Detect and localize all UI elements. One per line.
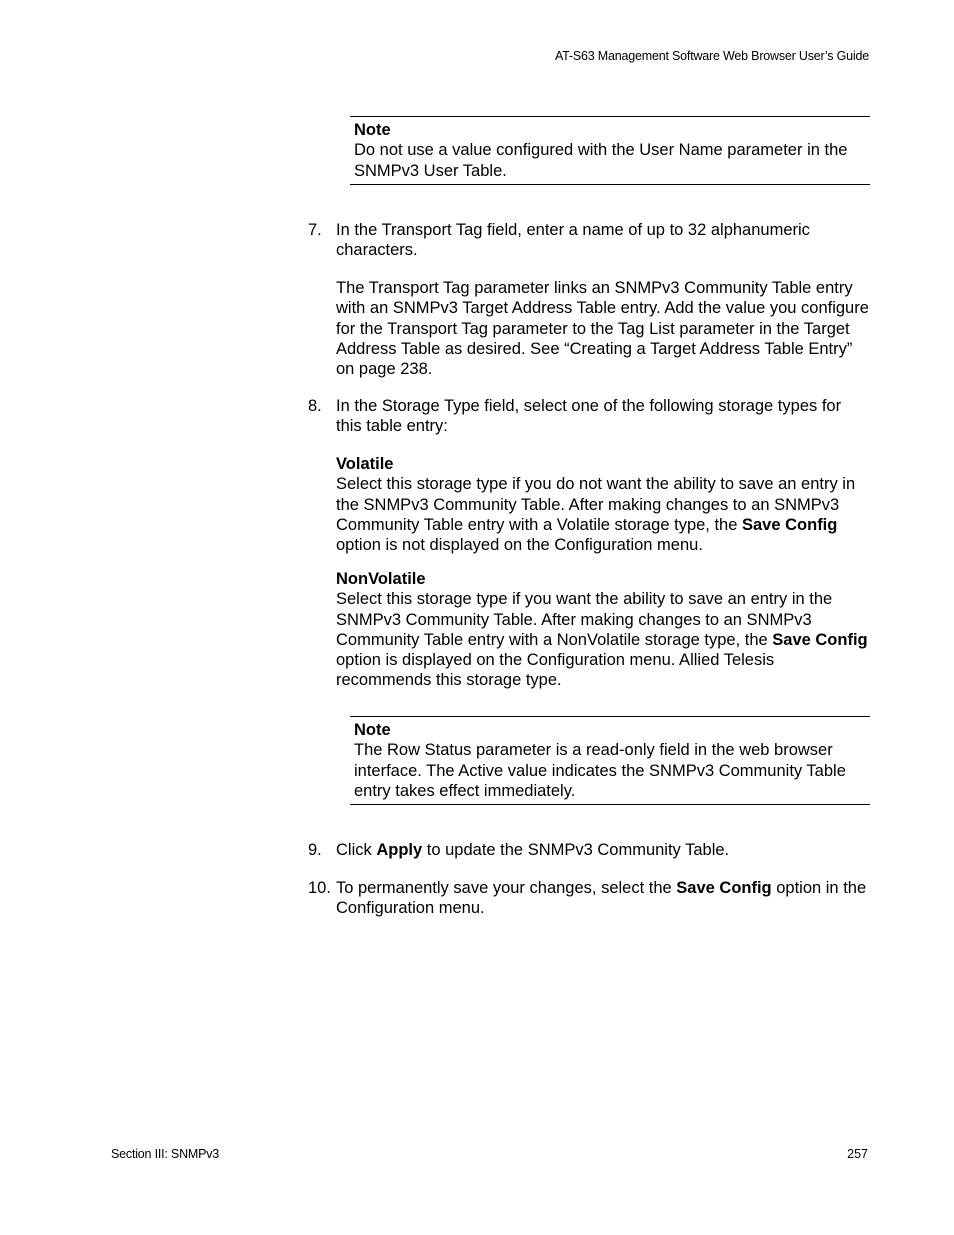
transport-tag-description: The Transport Tag parameter links an SNMPv3 Community Table entry with an SNMPv3 Target Address Table entry. Add the value you configure for the Transport Tag parameter to the Tag List parameter in the Target Address Table as desired. See “Creating a Target Address Table Entry” on page 238. — [336, 279, 869, 379]
step-text-part: To permanently save your changes, select the — [336, 879, 677, 897]
page-number: 257 — [847, 1147, 868, 1161]
bold-save-config: Save Config — [772, 630, 868, 649]
description-text: option is not displayed on the Configuration menu. — [336, 536, 703, 555]
storage-type-nonvolatile — [336, 569, 870, 691]
note-box-row-status — [350, 716, 870, 805]
step-number: 10. — [308, 879, 331, 897]
term-description — [336, 474, 870, 555]
bold-apply: Apply — [376, 841, 423, 859]
bold-save-config: Save Config — [742, 515, 838, 534]
description-text: Select this storage type if you do not want the ability to save an entry in the SNMPv3 Community Table. After making changes to an SNMPv3 Community Table entry with a Volatile storage type, the — [336, 475, 856, 534]
note-box-user-name — [350, 116, 870, 185]
term-heading: Volatile — [336, 455, 394, 473]
note-title: Note — [354, 721, 391, 739]
step-number: 9. — [308, 841, 322, 859]
step-10 — [308, 878, 870, 919]
step-text-part: option in the Configuration menu. — [336, 879, 867, 918]
step-text: In the Storage Type field, select one of the following storage types for this table entry: — [336, 397, 842, 436]
bold-save-config: Save Config — [676, 879, 772, 897]
step-number: 7. — [308, 221, 322, 239]
step-9 — [308, 840, 870, 860]
note-title: Note — [354, 121, 391, 139]
step-text-part: Click — [336, 841, 377, 859]
step-text — [336, 878, 870, 919]
running-header: AT-S63 Management Software Web Browser User’s Guide — [554, 49, 869, 63]
step-8 — [308, 396, 870, 437]
step-7 — [308, 220, 870, 261]
term-description — [336, 589, 870, 690]
step-text-part: to update the SNMPv3 Community Table. — [422, 841, 730, 859]
term-heading: NonVolatile — [336, 570, 426, 588]
note-text: Do not use a value configured with the User Name parameter in the SNMPv3 User Table. — [354, 141, 848, 180]
footer-section: Section III: SNMPv3 — [111, 1147, 220, 1161]
description-text: Select this storage type if you want the ability to save an entry in the SNMPv3 Community Table. After making changes to an SNMPv3 Community Table entry with a NonVolatile storage type, the — [336, 590, 833, 649]
storage-type-volatile — [336, 454, 870, 555]
step-text — [336, 840, 870, 860]
description-text: option is displayed on the Configuration menu. Allied Telesis recommends this storage type. — [336, 651, 775, 690]
note-text: The Row Status parameter is a read-only field in the web browser interface. The Active value indicates the SNMPv3 Community Table entry takes effect immediately. — [354, 741, 846, 800]
step-number: 8. — [308, 397, 322, 415]
step-text: In the Transport Tag field, enter a name of up to 32 alphanumeric characters. — [336, 221, 810, 260]
